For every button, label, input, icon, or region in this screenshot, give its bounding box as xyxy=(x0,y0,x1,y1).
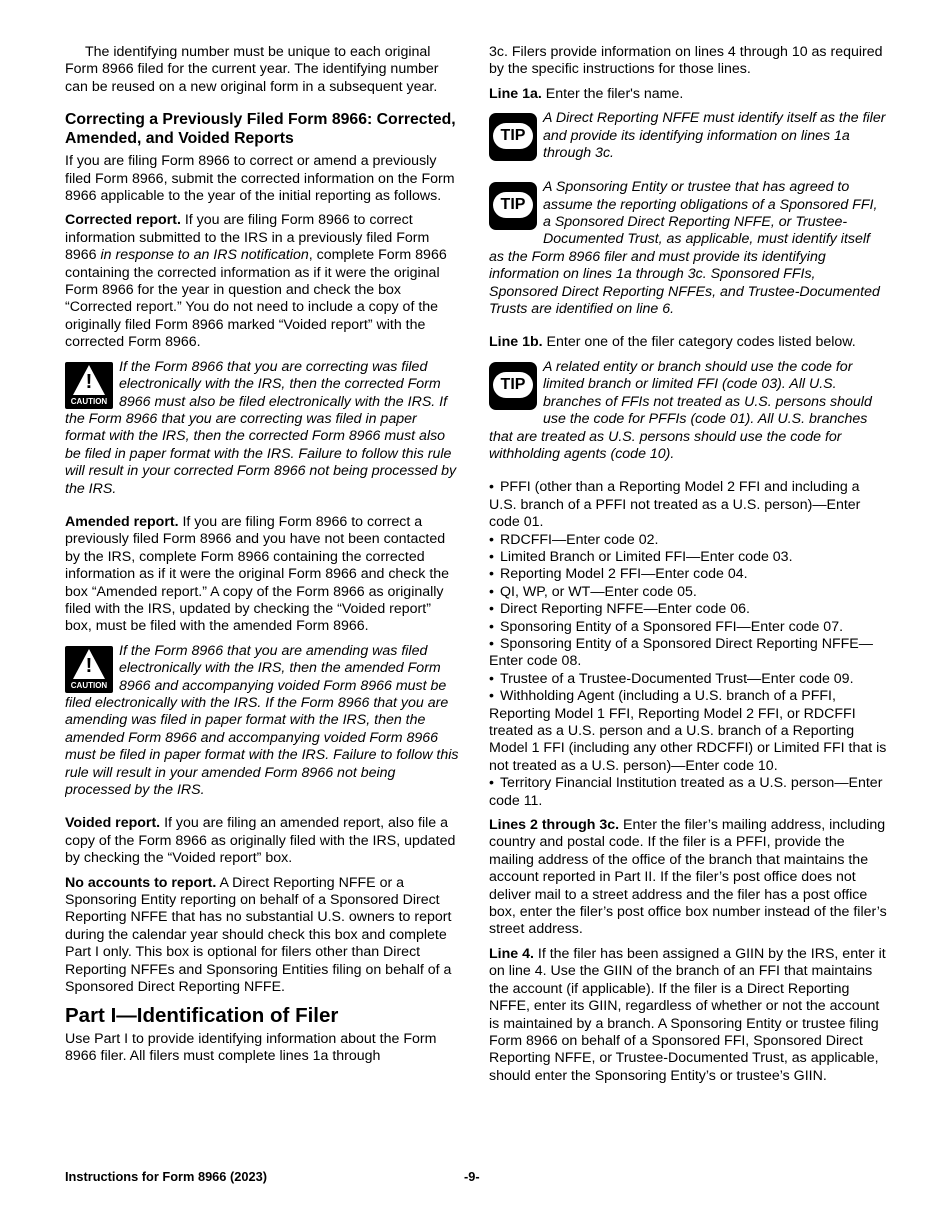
list-item: • QI, WP, or WT—Enter code 05. xyxy=(489,584,887,601)
list-item: • Withholding Agent (including a U.S. branch of a PFFI, Reporting Model 1 FFI, Reporting Model 2 FFI, or RDCFFI treated as a U.S. person and a U.S. branch of a Reporting Model 1 FFI (including any other RDCFFI) or Limited FFI that is not treated as a U.S. person)—Enter code 10. xyxy=(489,688,887,775)
run-in-heading-corrected: Corrected report. xyxy=(65,212,181,229)
footer-form-title: Instructions for Form 8966 (2023) xyxy=(65,1169,267,1184)
paragraph-amended-report xyxy=(65,514,460,636)
text-run: If you are filing an amended report, also file a copy of the Form 8966 as originally filed with the IRS, updated by checking the “Voided report” box. xyxy=(65,815,456,867)
caution-text: If the Form 8966 that you are correcting was filed electronically with the IRS, then the corrected Form 8966 must also be filed electronically with the IRS. If the Form 8966 that you are correcting was filed in paper format with the IRS, then the corrected Form 8966 must also be filed in paper format with the IRS. Failure to follow this rule will result in your corrected Form 8966 not being processed by the IRS. xyxy=(65,358,457,497)
text-run: Enter the filer's name. xyxy=(541,85,684,102)
tip-label: TIP xyxy=(493,372,533,398)
paragraph-identifying-number: The identifying number must be unique to each original Form 8966 filed for the current year. The identifying number can be reused on a new original form in a subsequent year. xyxy=(65,44,439,95)
tip-text: A Sponsoring Entity or trustee that has agreed to assume the reporting obligations of a Sponsored FFI, a Sponsored Direct Reporting NFFE, or Trustee-Documented Trust, as applicable, must identify itself as the Form 8966 filer and must provide its identifying information on lines 1a through 3c. Sponsored FFIs, Sponsored Direct Reporting NFFEs, and Trustee-Documented Trusts are identified on line 6. xyxy=(489,179,880,318)
list-item: • Sponsoring Entity of a Sponsored Direct Reporting NFFE—Enter code 08. xyxy=(489,636,887,671)
text-run: If you are filing Form 8966 to correct a previously filed Form 8966 and you have not been contacted by the IRS, complete Form 8966 containing the corrected information as if it were the original Form 8966 and check the box “Amended report.” A copy of the Form 8966 as originally filed with the IRS, updated by checking the “Voided report” box, must be filed with the amended Form 8966. xyxy=(65,513,450,635)
list-item: • Territory Financial Institution treated as a U.S. person—Enter code 11. xyxy=(489,775,887,810)
right-column xyxy=(489,44,887,1092)
list-item: • Limited Branch or Limited FFI—Enter code 03. xyxy=(489,549,887,566)
caution-label: CAUTION xyxy=(70,396,108,406)
run-in-heading-line-4: Line 4. xyxy=(489,945,534,962)
text-run: Enter the filer’s mailing address, including country and postal code. If the filer is a PFFI, provide the mailing address of the office of the branch that maintains the account reported in Part II. If the filer’s post office does not deliver mail to a street address and the filer has a post office box, enter the filer’s post office box number instead of the filer’s street address. xyxy=(489,817,887,938)
caution-label: CAUTION xyxy=(70,680,108,690)
list-item: • PFFI (other than a Reporting Model 2 FFI and including a U.S. branch of a PFFI not treated as a U.S. person)—Enter code 01. xyxy=(489,479,887,531)
caution-text: If the Form 8966 that you are amending was filed electronically with the IRS, then the amended Form 8966 and accompanying voided Form 8966 must be filed electronically with the IRS. If the Form 8966 that you are amending was filed in paper format with the IRS, then the amended Form 8966 and accompanying voided Form 8966 must be filed in paper format with the IRS. Failure to follow this rule will result in your amended Form 8966 not being processed by the IRS. xyxy=(65,642,459,799)
caution-mark: ! xyxy=(85,654,93,677)
run-in-heading-line-1a: Line 1a. xyxy=(489,85,542,102)
paragraph-lines-2-3c xyxy=(489,817,887,939)
paragraph-line-4 xyxy=(489,946,887,1085)
tip-icon xyxy=(489,113,537,161)
tip-icon xyxy=(489,362,537,410)
run-in-heading-amended: Amended report. xyxy=(65,513,179,530)
text-run: , complete Form 8966 containing the corrected information as if it were the original Form 8966 for the year in question and check the box “Corrected report.” You do not need to include a copy of the originally filed Form 8966 marked “Voided report” with the corrected Form 8966. xyxy=(65,247,447,351)
tip-label: TIP xyxy=(493,123,533,149)
run-in-heading-no-accounts: No accounts to report. xyxy=(65,874,217,891)
list-item: • Direct Reporting NFFE—Enter code 06. xyxy=(489,601,887,618)
run-in-heading-voided: Voided report. xyxy=(65,815,161,832)
tip-note-1 xyxy=(489,110,887,163)
tip-note-2 xyxy=(489,179,887,318)
list-item: • RDCFFI—Enter code 02. xyxy=(489,532,887,549)
text-run: If the filer has been assigned a GIIN by the IRS, enter it on line 4. Use the GIIN of the branch of an FFI that maintains the account (if applicable). If the filer is a Direct Reporting NFFE, enter its GIIN, regardless of whether or not the account is maintained by a branch. A Sponsoring Entity or trustee filing Form 8966 on behalf of a Sponsored FFI, Sponsored Direct Reporting NFFE, or Trustee-Documented Trust, as applicable, should enter the Sponsoring Entity’s or trustee’s GIIN. xyxy=(489,945,886,1084)
tip-label: TIP xyxy=(493,192,533,218)
paragraph-voided-report xyxy=(65,815,460,867)
list-item: • Reporting Model 2 FFI—Enter code 04. xyxy=(489,566,887,583)
paragraph-line-1b xyxy=(489,334,887,351)
paragraph-continued: 3c. Filers provide information on lines 4 through 10 as required by the specific instructions for those lines. xyxy=(489,44,883,78)
list-item: • Sponsoring Entity of a Sponsored FFI—Enter code 07. xyxy=(489,619,887,636)
tip-text: A related entity or branch should use the code for limited branch or limited FFI (code 03). All U.S. branches of FFIs not treated as U.S. persons should use the code for PFFIs (code 01). All U.S. branches that are treated as U.S. persons should use the code for withholding agents (code 10). xyxy=(489,358,872,462)
page-number: -9- xyxy=(464,1169,480,1184)
text-run: Enter one of the filer category codes listed below. xyxy=(542,334,856,351)
paragraph-part1: Use Part I to provide identifying information about the Form 8966 filer. All filers must complete lines 1a through xyxy=(65,1030,437,1064)
text-run: A Direct Reporting NFFE or a Sponsoring Entity reporting on behalf of a Sponsored Direct Reporting NFFE that has no substantial U.S. owners to report during the calendar year should check this box and complete Part I only. This box is optional for filers other than Direct Reporting NFFEs and Sponsoring Entities filing on behalf of a Sponsored Direct Reporting NFFE. xyxy=(65,874,452,996)
part-heading-identification: Part I—Identification of Filer xyxy=(65,1003,339,1027)
tip-icon xyxy=(489,182,537,230)
tip-text: A Direct Reporting NFFE must identify itself as the filer and provide its identifying information on lines 1a through 3c. xyxy=(543,110,886,162)
paragraph-no-accounts xyxy=(65,875,460,997)
tip-note-3 xyxy=(489,359,887,463)
caution-icon xyxy=(65,362,113,409)
text-run: If you are filing Form 8966 to correct information submitted to the IRS in a previously filed Form 8966 xyxy=(65,212,430,264)
left-column xyxy=(65,44,460,1072)
paragraph-correcting: If you are filing Form 8966 to correct or amend a previously filed Form 8966, submit the corrected information on the Form 8966 applicable to the year of the initial reporting as follows. xyxy=(65,153,455,205)
caution-note-amended xyxy=(65,643,460,800)
paragraph-line-1a xyxy=(489,86,887,103)
caution-icon xyxy=(65,646,113,693)
caution-note-corrected xyxy=(65,359,460,498)
run-in-heading-line-1b: Line 1b. xyxy=(489,334,543,351)
list-item: • Trustee of a Trustee-Documented Trust—Enter code 09. xyxy=(489,671,887,688)
paragraph-corrected-report xyxy=(65,212,460,351)
text-run-italic: in response to an IRS notification xyxy=(100,247,309,264)
section-heading-correcting: Correcting a Previously Filed Form 8966: Corrected, Amended, and Voided Reports xyxy=(65,111,456,148)
caution-mark: ! xyxy=(85,370,93,393)
run-in-heading-lines-2-3c: Lines 2 through 3c. xyxy=(489,817,620,834)
filer-category-code-list xyxy=(489,479,887,810)
